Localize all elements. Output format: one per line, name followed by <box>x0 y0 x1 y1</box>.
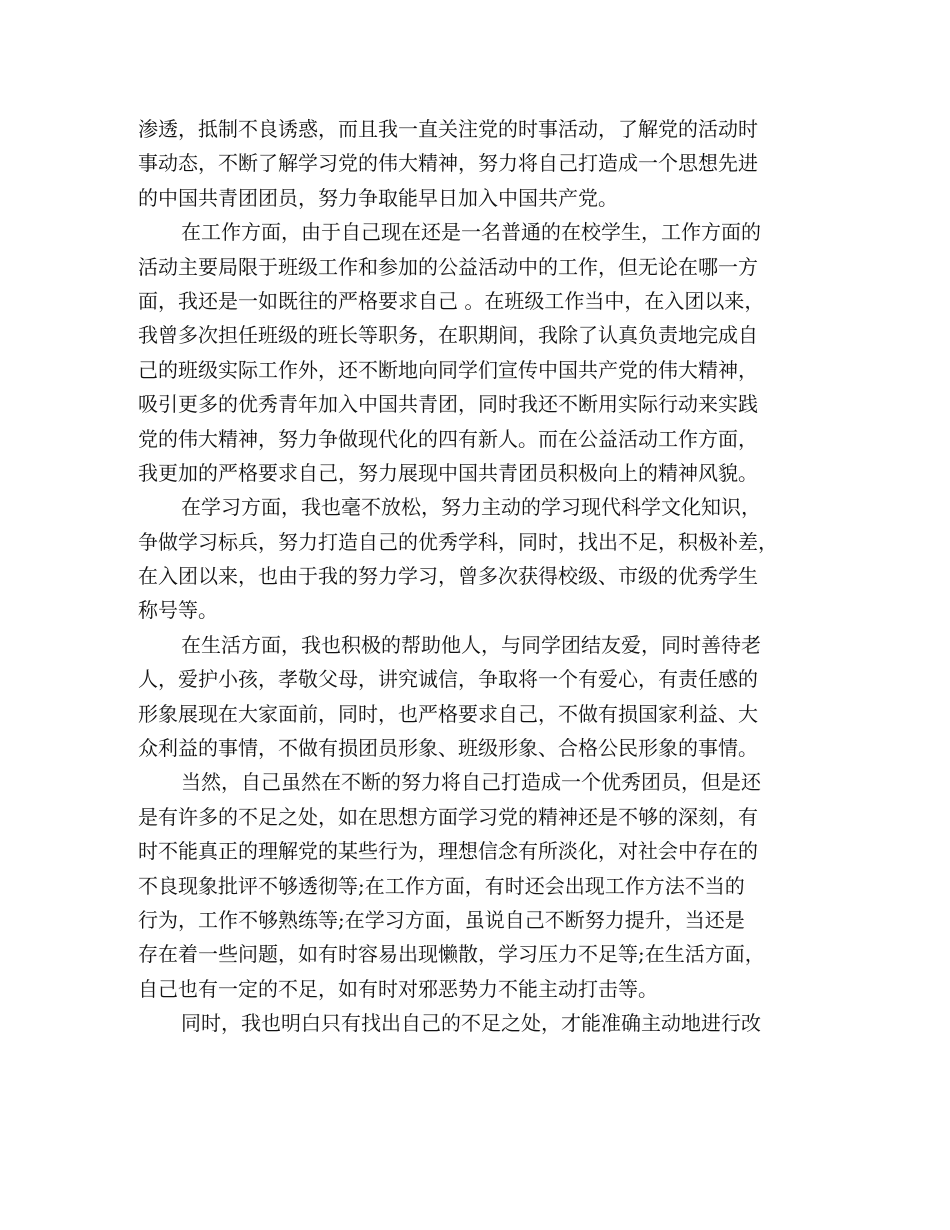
text-line: 渗透，抵制不良诱惑，而且我一直关注党的时事活动，了解党的活动时 <box>138 117 758 141</box>
text-line: 是有许多的不足之处，如在思想方面学习党的精神还是不够的深刻，有 <box>138 804 758 829</box>
text-line: 我曾多次担任班级的班长等职务，在职期间，我除了认真负责地完成自 <box>138 323 758 348</box>
text-line: 在生活方面，我也积极的帮助他人，与同学团结友爱，同时善待老 <box>181 632 761 657</box>
text-line: 时不能真正的理解党的某些行为，理想信念有所淡化，对社会中存在的 <box>138 839 758 864</box>
text-line: 行为，工作不够熟练等;在学习方面，虽说自己不断努力提升，当还是 <box>138 907 745 932</box>
text-line: 面，我还是一如既往的严格要求自己 。在班级工作当中，在入团以来， <box>138 288 765 313</box>
text-line: 不良现象批评不够透彻等;在工作方面，有时还会出现工作方法不当的 <box>138 873 745 898</box>
document-body <box>138 112 828 1041</box>
text-line: 人，爱护小孩，孝敬父母，讲究诚信，争取将一个有爱心，有责任感的 <box>138 667 758 692</box>
text-line: 称号等。 <box>138 598 218 623</box>
text-line: 形象展现在大家面前，同时，也严格要求自己，不做有损国家利益、大 <box>138 701 758 726</box>
text-line: 吸引更多的优秀青年加入中国共青团，同时我还不断用实际行动来实践 <box>138 392 758 417</box>
text-line: 当然，自己虽然在不断的努力将自己打造成一个优秀团员，但是还 <box>181 770 761 795</box>
text-line: 我更加的严格要求自己，努力展现中国共青团员积极向上的精神风貌。 <box>138 460 758 485</box>
text-line: 己的班级实际工作外，还不断地向同学们宣传中国共产党的伟大精神， <box>138 357 758 382</box>
text-line: 争做学习标兵，努力打造自己的优秀学科，同时，找出不足，积极补差， <box>138 529 778 554</box>
text-line: 存在着一些问题，如有时容易出现懒散，学习压力不足等;在生活方面， <box>138 942 765 967</box>
text-line: 自己也有一定的不足，如有时对邪恶势力不能主动打击等。 <box>138 976 658 1001</box>
text-line: 活动主要局限于班级工作和参加的公益活动中的工作，但无论在哪一方 <box>138 254 758 279</box>
text-line: 在学习方面，我也毫不放松，努力主动的学习现代科学文化知识， <box>181 495 761 520</box>
text-line: 同时，我也明白只有找出自己的不足之处，才能准确主动地进行改 <box>181 1011 761 1036</box>
text-line: 的中国共青团团员，努力争取能早日加入中国共产党。 <box>138 185 618 210</box>
text-line: 在工作方面，由于自己现在还是一名普通的在校学生，工作方面的 <box>181 220 761 245</box>
text-line: 党的伟大精神，努力争做现代化的四有新人。而在公益活动工作方面， <box>138 426 758 451</box>
text-line: 在入团以来，也由于我的努力学习，曾多次获得校级、市级的优秀学生 <box>138 564 758 589</box>
text-line: 众利益的事情，不做有损团员形象、班级形象、合格公民形象的事情。 <box>138 736 758 761</box>
text-line: 事动态，不断了解学习党的伟大精神，努力将自己打造成一个思想先进 <box>138 151 758 176</box>
